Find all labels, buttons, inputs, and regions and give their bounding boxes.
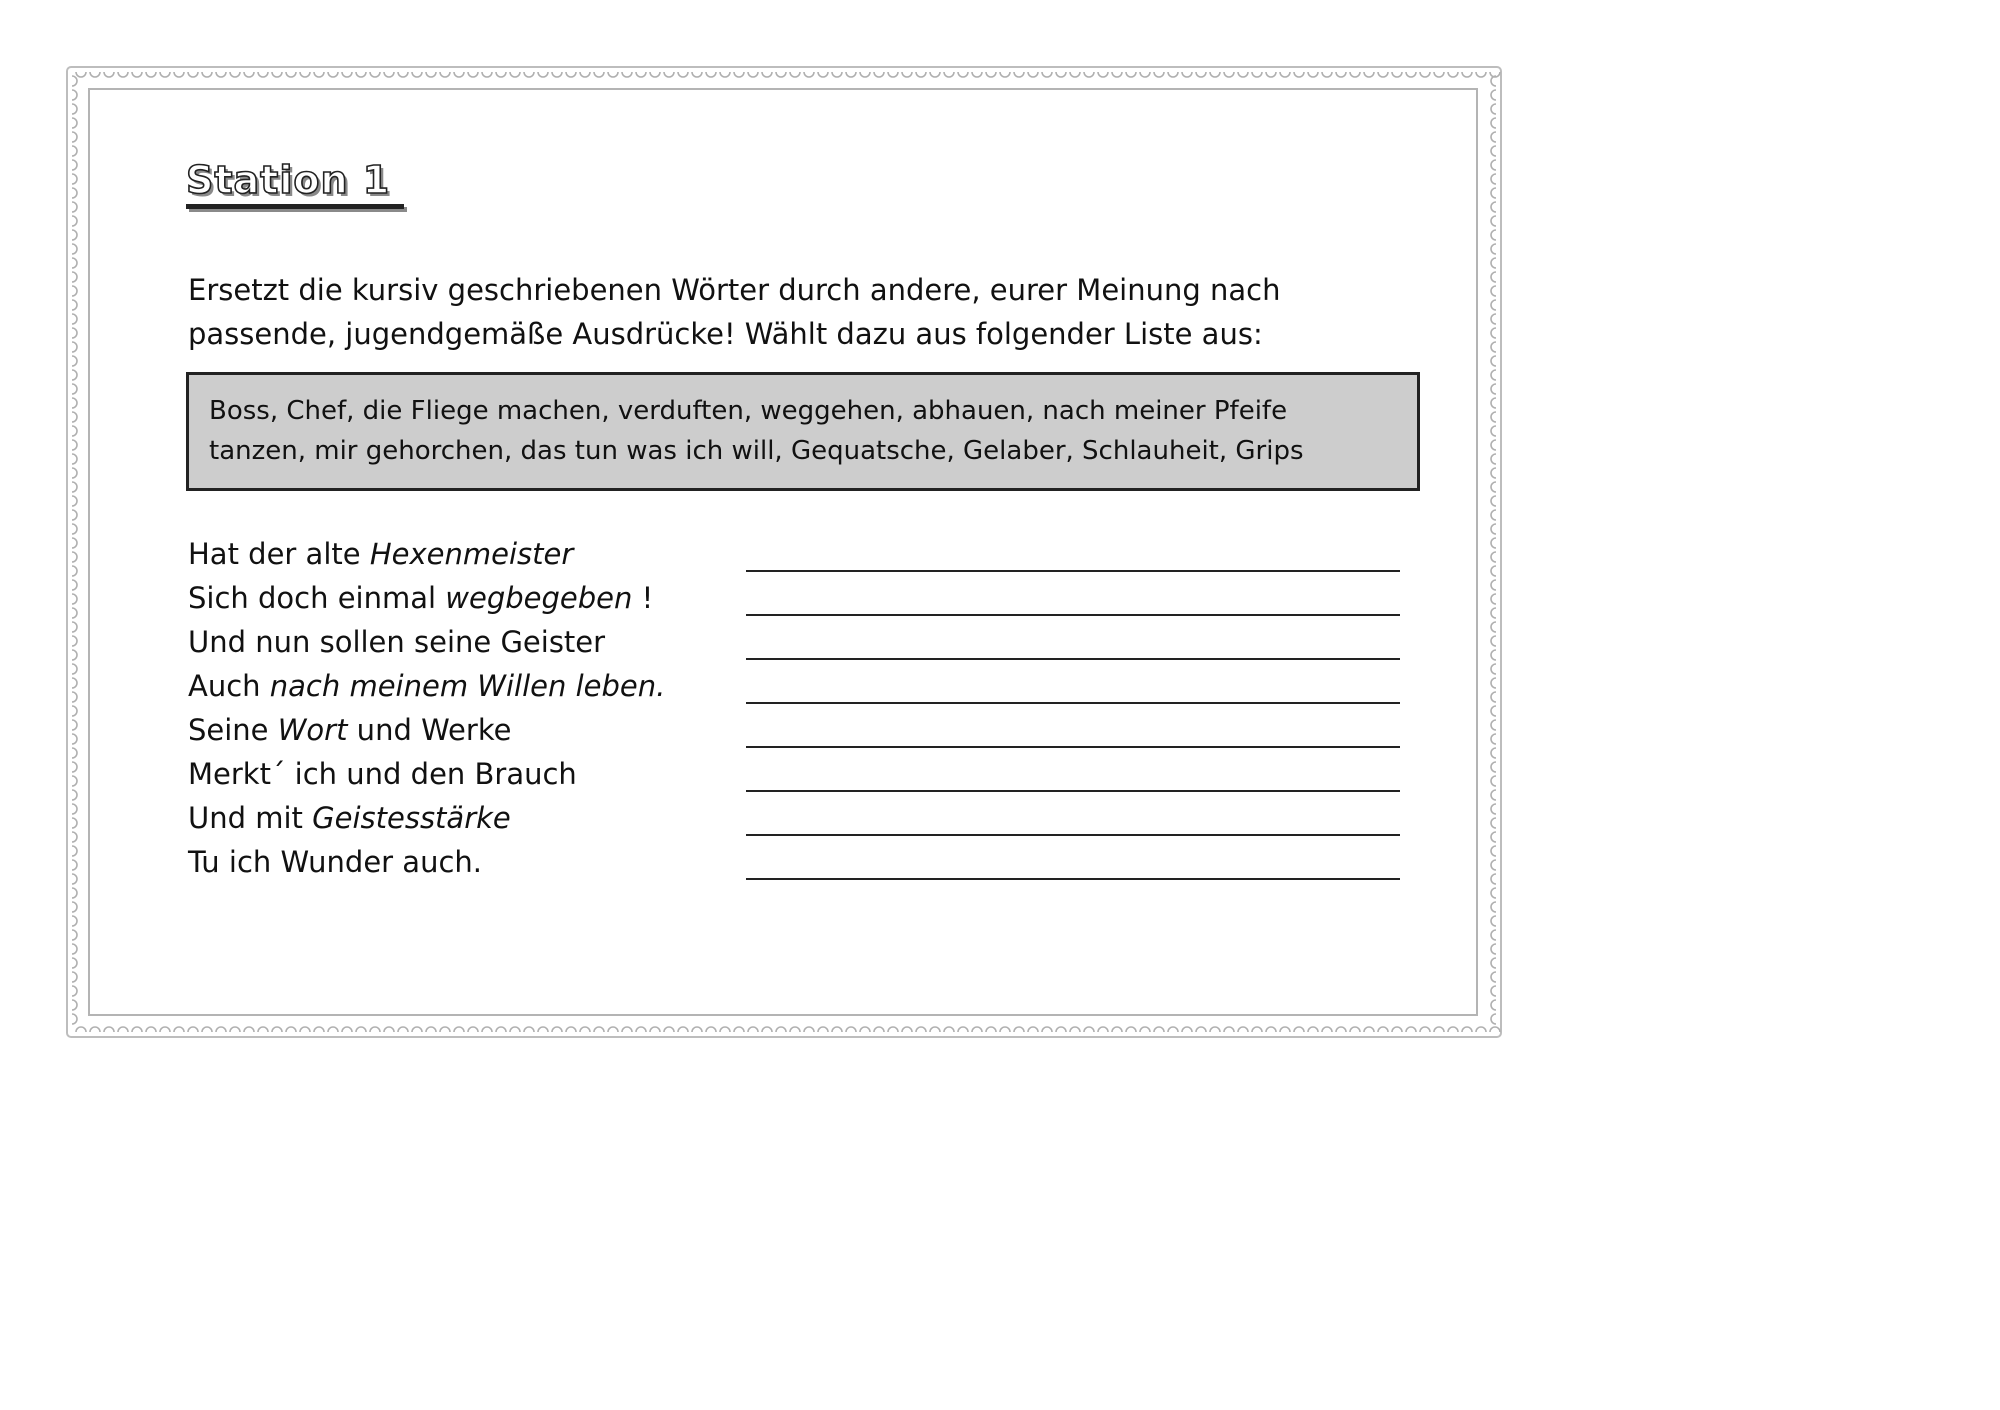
answer-line[interactable] — [746, 528, 1400, 572]
answer-line[interactable] — [746, 792, 1400, 836]
poem-text: Und nun sollen seine Geister — [188, 625, 606, 659]
answer-line[interactable] — [746, 616, 1400, 660]
poem-line — [188, 664, 665, 708]
answer-line[interactable] — [746, 704, 1400, 748]
poem-text: und Werke — [347, 713, 512, 747]
poem-line — [188, 620, 665, 664]
title-underline — [186, 204, 404, 209]
word-list-box — [186, 372, 1420, 491]
poem-line — [188, 840, 665, 884]
poem-text: Tu ich Wunder auch. — [188, 845, 482, 879]
poem-italic-word: nach meinem Willen leben. — [269, 669, 666, 703]
poem-italic-word: Hexenmeister — [369, 537, 574, 571]
poem-italic-word: wegbegeben — [445, 581, 633, 615]
answer-line[interactable] — [746, 660, 1400, 704]
poem-italic-word: Geistesstärke — [312, 801, 511, 835]
poem-line — [188, 752, 665, 796]
poem-italic-word: Wort — [277, 713, 348, 747]
poem-text: Seine — [188, 713, 278, 747]
instruction-text — [188, 268, 1418, 356]
answer-lines — [746, 532, 1400, 884]
word-list-line-1: Boss, Chef, die Fliege machen, verduften, weggehen, abhauen, nach meiner Pfeife — [209, 396, 1288, 426]
answer-line[interactable] — [746, 836, 1400, 880]
page-title: Station 1 — [186, 158, 391, 202]
poem-text: Hat der alte — [188, 537, 370, 571]
poem-text: ! — [632, 581, 654, 615]
poem — [188, 532, 665, 884]
poem-line — [188, 576, 665, 620]
poem-line — [188, 532, 665, 576]
poem-text: Sich doch einmal — [188, 581, 446, 615]
answer-line[interactable] — [746, 572, 1400, 616]
poem-line — [188, 796, 665, 840]
instruction-line-2: passende, jugendgemäße Ausdrücke! Wählt dazu aus folgender Liste aus: — [188, 317, 1263, 351]
poem-line — [188, 708, 665, 752]
word-list-line-2: tanzen, mir gehorchen, das tun was ich will, Gequatsche, Gelaber, Schlauheit, Grips — [209, 436, 1304, 466]
poem-text: Auch — [188, 669, 270, 703]
instruction-line-1: Ersetzt die kursiv geschriebenen Wörter durch andere, eurer Meinung nach — [188, 273, 1281, 307]
poem-text: Merkt´ ich und den Brauch — [188, 757, 577, 791]
poem-text: Und mit — [188, 801, 313, 835]
answer-line[interactable] — [746, 748, 1400, 792]
